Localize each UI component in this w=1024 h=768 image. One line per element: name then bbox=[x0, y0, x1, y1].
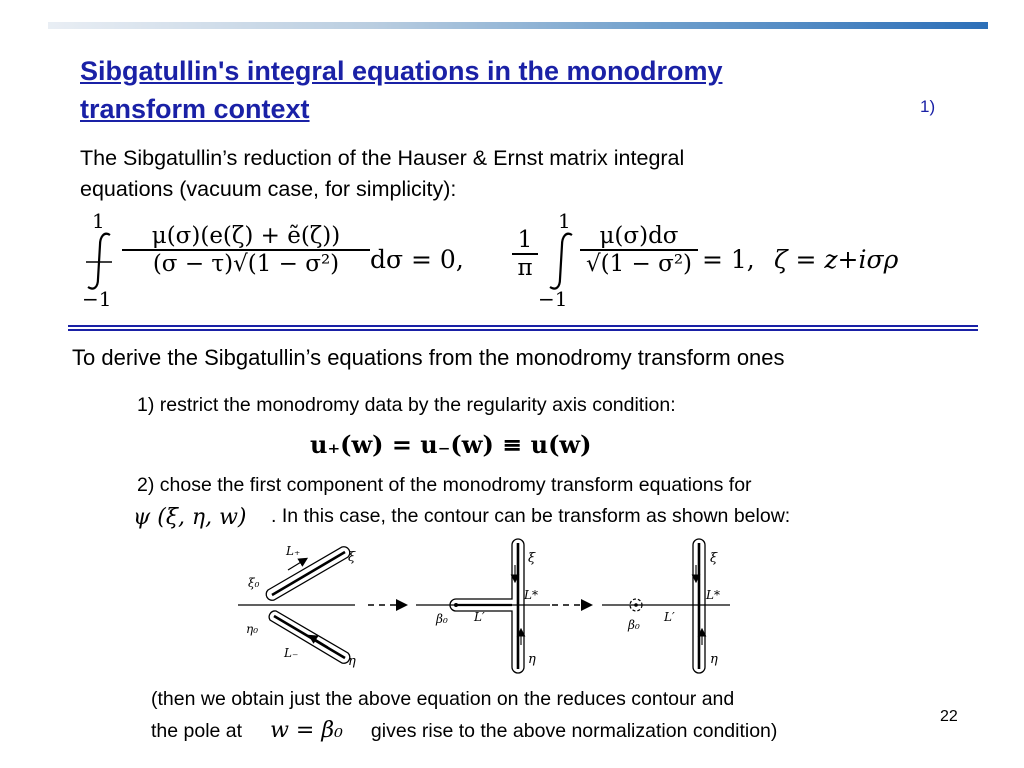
eq2-numerator: μ(σ)dσ bbox=[599, 223, 679, 249]
panel1-xi0-label: ξ₀ bbox=[248, 576, 260, 590]
panel3-xi-label: ξ bbox=[710, 551, 718, 566]
section-divider bbox=[68, 325, 978, 331]
panel2-beta0-point bbox=[454, 603, 458, 607]
panel1-lplus-label: L₊ bbox=[286, 544, 301, 558]
eq2-lower-limit: −1 bbox=[538, 287, 568, 311]
slide-title-line2: transform context bbox=[80, 94, 310, 124]
closing-equation: w = β₀ bbox=[270, 718, 343, 743]
eq1-numerator: μ(σ)(e(ζ) + ẽ(ζ)) bbox=[151, 223, 341, 249]
eq3: ζ = z+iσρ bbox=[774, 245, 899, 274]
panel1-original-contour bbox=[238, 544, 356, 669]
closing-line2-pre: the pole at bbox=[151, 720, 243, 742]
step1-equation: u₊(w) = u₋(w) ≡ u(w) bbox=[310, 430, 592, 459]
eq1-integral-sign bbox=[80, 231, 120, 293]
intro-line1: The Sibgatullin’s reduction of the Hauser & Ernst matrix integral bbox=[80, 146, 685, 170]
panel1-upper-arrow bbox=[288, 559, 306, 570]
eq2-rhs: = 1, bbox=[702, 245, 755, 274]
closing-line1: (then we obtain just the above equation on the reduces contour and bbox=[151, 688, 735, 710]
panel3-beta0-point bbox=[634, 603, 638, 607]
eq1-denominator: (σ − τ)√(1 − σ²) bbox=[152, 251, 340, 277]
eq2-integral-sign bbox=[546, 231, 580, 293]
closing-line2-post: gives rise to the above normalization condition) bbox=[370, 720, 778, 742]
integral-equations bbox=[80, 207, 960, 315]
step2-line2: . In this case, the contour can be transform as shown below: bbox=[271, 505, 791, 527]
panel1-upper-cut bbox=[272, 552, 345, 595]
eq2-upper-limit: 1 bbox=[558, 209, 571, 233]
panel3-beta0-label: β₀ bbox=[628, 618, 640, 632]
eq2-prefactor bbox=[512, 227, 538, 281]
eq1-fraction bbox=[122, 223, 370, 277]
step2-psi: ψ (ξ, η, w) bbox=[133, 505, 247, 530]
panel2-xi-label: ξ bbox=[528, 551, 536, 566]
panel1-xi-label: ξ bbox=[348, 550, 356, 565]
closing-remark bbox=[151, 684, 777, 747]
contour-diagram bbox=[230, 535, 750, 675]
slide-title-line1: Sibgatullin's integral equations in the monodromy bbox=[80, 56, 723, 86]
eq2-denominator: √(1 − σ²) bbox=[585, 251, 693, 277]
footnote-mark: 1) bbox=[920, 97, 936, 116]
slide-title bbox=[80, 52, 910, 128]
panel1-eta-label: η bbox=[348, 654, 356, 669]
panel2-eta-label: η bbox=[528, 652, 536, 667]
decorative-top-bar bbox=[48, 22, 988, 29]
panel2-beta0-label: β₀ bbox=[436, 612, 448, 626]
intro-paragraph bbox=[80, 143, 940, 205]
panel1-lminus-label: L₋ bbox=[284, 646, 299, 660]
panel2-lstar-label: L* bbox=[524, 588, 538, 602]
eq1-lower-limit: −1 bbox=[82, 287, 112, 311]
eq1-rhs: dσ = 0, bbox=[370, 245, 464, 274]
panel2-lprime-label: L′ bbox=[474, 610, 485, 624]
panel3-eta-label: η bbox=[710, 652, 718, 667]
intro-line2: equations (vacuum case, for simplicity): bbox=[80, 177, 457, 201]
eq2-prefactor-num: 1 bbox=[517, 227, 533, 253]
step1-text: 1) restrict the monodromy data by the regularity axis condition: bbox=[137, 394, 676, 416]
panel1-eta0-label: η₀ bbox=[246, 622, 258, 636]
panel3-reduced-contour bbox=[602, 539, 730, 673]
eq2-prefactor-den: π bbox=[517, 255, 533, 281]
panel3-lstar-label: L* bbox=[706, 588, 720, 602]
step2-line1: 2) chose the first component of the monodromy transform equations for bbox=[137, 474, 752, 496]
panel3-lprime-label: L′ bbox=[664, 610, 675, 624]
panel2-intermediate-contour bbox=[416, 539, 550, 673]
derive-heading: To derive the Sibgatullin’s equations from the monodromy transform ones bbox=[72, 345, 785, 370]
page-number: 22 bbox=[940, 708, 958, 725]
eq2-fraction bbox=[580, 223, 698, 277]
eq1-upper-limit: 1 bbox=[92, 209, 105, 233]
